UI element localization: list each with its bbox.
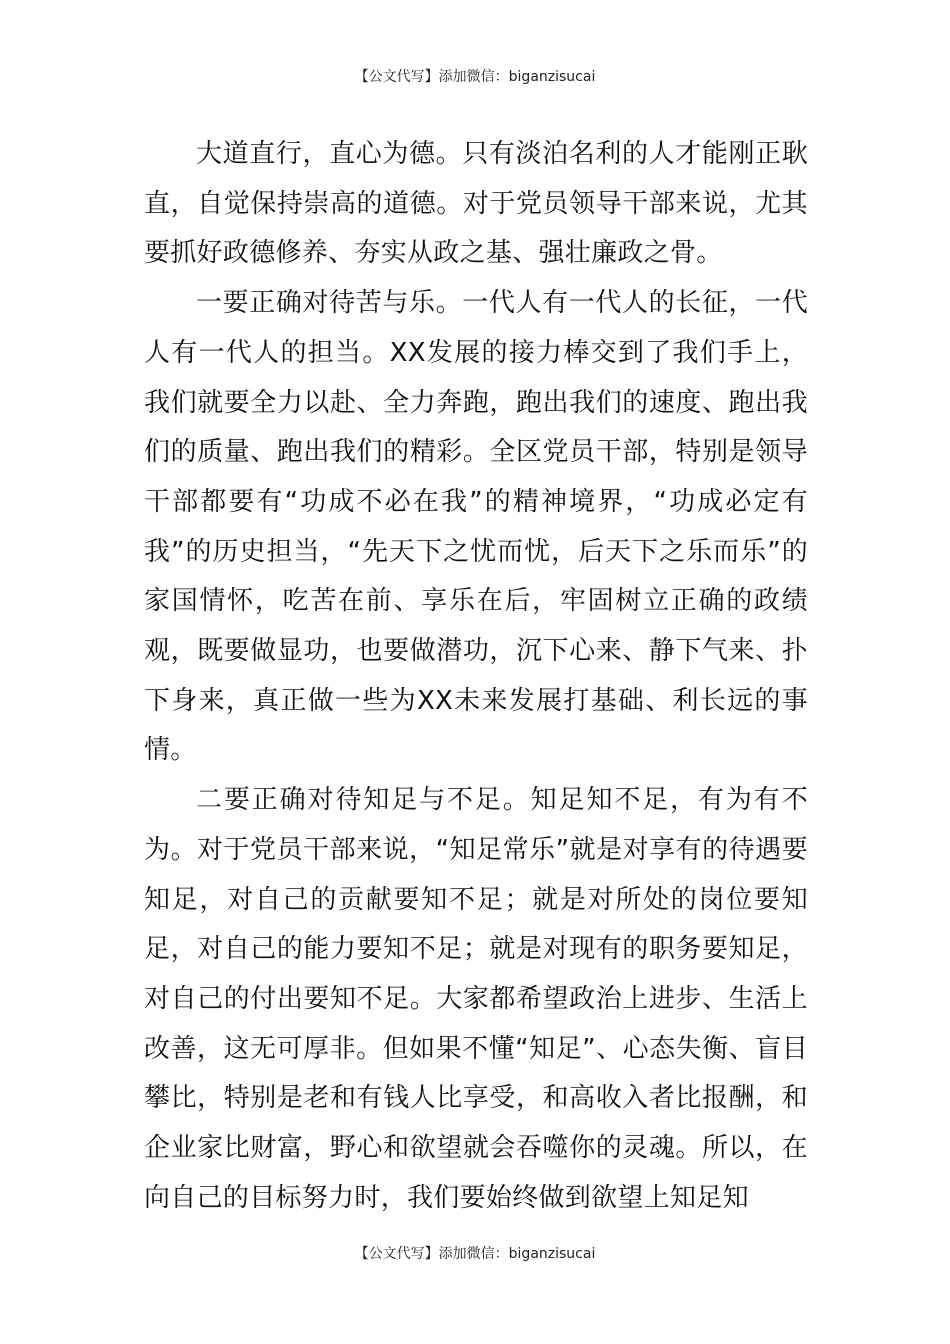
paragraph-3: 二要正确对待知足与不足。知足知不足，有为有不为。对于党员干部来说，“知足常乐”就是对享有的待遇要知足，对自己的贡献要知不足；就是对所处的岗位要知足，对自己的能力要知不足；就是对现有的职务要知足，对自己的付出要知不足。大家都希望政治上进步、生活上改善，这无可厚非。但如果不懂“知足”、心态失衡、盲目攀比，特别是老和有钱人比享受，和高收入者比报酬，和企业家比财富，野心和欲望就会吞噬你的灵魂。所以，在向自己的目标努力时，我们要始终做到欲望上知足知	[144, 785, 808, 1213]
paragraph-2: 一要正确对待苦与乐。一代人有一代人的长征，一代人有一代人的担当。XX发展的接力棒交到了我们手上，我们就要全力以赴、全力奔跑，跑出我们的速度、跑出我们的质量、跑出我们的精彩。全区党员干部，特别是领导干部都要有“功成不必在我”的精神境界，“功成必定有我”的历史担当，“先天下之忧而忧，后天下之乐而乐”的家国情怀，吃苦在前、享乐在后，牢固树立正确的政绩观，既要做显功，也要做潜功，沉下心来、静下气来、扑下身来，真正做一些为XX未来发展打基础、利长远的事情。	[144, 288, 808, 766]
paragraph-1: 大道直行，直心为德。只有淡泊名利的人才能刚正耿直，自觉保持崇高的道德。对于党员领导干部来说，尤其要抓好政德修养、夯实从政之基、强壮廉政之骨。	[144, 139, 808, 269]
page-header: 【公文代写】添加微信：biganzisucai	[354, 69, 596, 85]
page-footer: 【公文代写】添加微信：biganzisucai	[354, 1246, 596, 1262]
document-body	[144, 130, 808, 1223]
